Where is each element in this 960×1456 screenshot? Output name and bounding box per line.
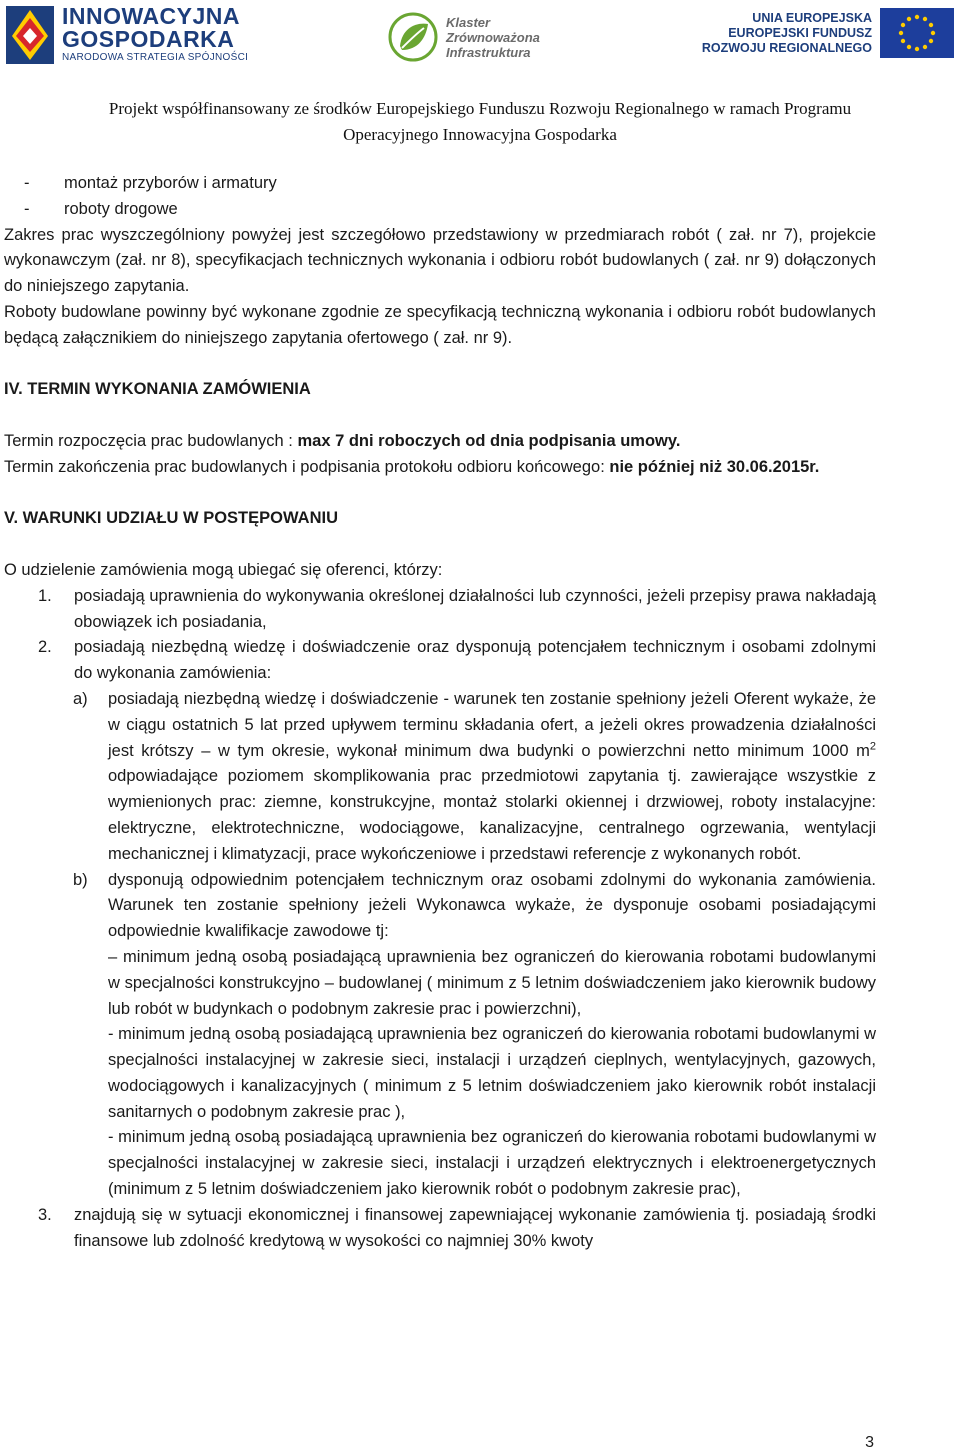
logo-right-line3: ROZWOJU REGIONALNEGO bbox=[701, 40, 872, 55]
personnel-requirement-3: - minimum jedną osobą posiadającą uprawnienia bez ograniczeń do kierowania robotami budowlanymi w specjalności instalacyjnej w zakresie sieci, instalacji i urządzeń elektrycznych i elektroenergetycznych (minimum z 5 letnim doświadczeniem jako kierownik robót o podobnym zakresie prac), bbox=[108, 1128, 876, 1199]
condition-marker: 1. bbox=[38, 586, 52, 605]
project-banner bbox=[0, 96, 960, 148]
logo-right-line2: EUROPEJSKI FUNDUSZ bbox=[728, 25, 872, 40]
list-item bbox=[4, 171, 876, 197]
start-term-value: max 7 dni roboczych od dnia podpisania umowy. bbox=[297, 431, 681, 450]
condition-text-part: odpowiadające poziomem skomplikowania prac przedmiotowi zapytania tj. zawierające wszystkie z wymienionych prac: ziemne, konstrukcyjne, montaż stolarki okiennej i drzwiowej, roboty instalacyjne: elektryczne, elektrotechniczne, wodociągowe, kanalizacyjne, centralnego ogrzewania, wentylacji mechanicznej i klimatyzacji, prace wykończeniowe i przedstawi referencje z wykonanych robót. bbox=[108, 767, 876, 863]
start-term-label: Termin rozpoczęcia prac budowlanych : bbox=[4, 431, 298, 450]
end-term bbox=[4, 455, 876, 481]
logo-left-line2: GOSPODARKA bbox=[62, 26, 235, 52]
project-line-2: Operacyjnego Innowacyjna Gospodarka bbox=[343, 125, 617, 144]
page-number: 3 bbox=[865, 1434, 874, 1451]
document-body bbox=[4, 171, 876, 1254]
logo-center-line2: Zrównoważona bbox=[446, 29, 540, 45]
list-item-text: montaż przyborów i armatury bbox=[64, 174, 277, 192]
logo-right-line1: UNIA EUROPEJSKA bbox=[752, 10, 872, 25]
condition-item-3 bbox=[4, 1203, 876, 1255]
project-line-1: Projekt współfinansowany ze środków Europejskiego Funduszu Rozwoju Regionalnego w ramach Programu bbox=[108, 99, 852, 118]
section-iv-heading: IV. TERMIN WYKONANIA ZAMÓWIENIA bbox=[4, 380, 311, 399]
condition-item-2b bbox=[4, 868, 876, 945]
start-term bbox=[4, 429, 876, 455]
eu-logo bbox=[702, 8, 954, 58]
condition-marker: b) bbox=[73, 870, 88, 889]
end-term-label: Termin zakończenia prac budowlanych i podpisania protokołu odbioru końcowego: bbox=[4, 457, 610, 476]
section-v-heading: V. WARUNKI UDZIAŁU W POSTĘPOWANIU bbox=[4, 509, 338, 528]
eu-flag-icon bbox=[880, 8, 954, 58]
star-flag-icon bbox=[4, 2, 56, 68]
list-item bbox=[4, 197, 876, 223]
end-term-value: nie później niż 30.06.2015r. bbox=[609, 457, 820, 476]
list-marker: - bbox=[24, 174, 30, 192]
personnel-requirement-2: - minimum jedną osobą posiadającą uprawnienia bez ograniczeń do kierowania robotami budowlanymi w specjalności instalacyjnej w zakresie sieci, instalacji i urządzeń cieplnych, wentylacyjnych, gazowych, wodociągowych i kanalizacyjnych ( minimum z 5 letnim doświadczeniem jako kierownik robót instalacji sanitarnych o podobnym zakresie prac ), bbox=[108, 1025, 876, 1121]
condition-text: posiadają niezbędną wiedzę i doświadczenie oraz dysponują potencjałem technicznym i osobami zdolnymi do wykonania zamówienia: bbox=[74, 638, 876, 683]
logo-center-line3: Infrastruktura bbox=[446, 44, 531, 60]
list-marker: - bbox=[24, 199, 30, 218]
logo-center-line1: Klaster bbox=[446, 14, 491, 30]
condition-marker: 3. bbox=[38, 1205, 52, 1224]
condition-text: znajdują się w sytuacji ekonomicznej i finansowej zapewniającej wykonanie zamówienia tj. posiadają środki finansowe lub zdolność kredytową w wysokości co najmniej 30% kwoty bbox=[74, 1205, 876, 1250]
conditions-intro: O udzielenie zamówienia mogą ubiegać się oferenci, którzy: bbox=[4, 560, 443, 579]
personnel-requirement-1: – minimum jedną osobą posiadającą uprawnienia bez ograniczeń do kierowania robotami budowlanymi w specjalności konstrukcyjno – budowlanej ( minimum z 5 letnim doświadczeniem jako kierownik budowy lub robót w budynkach o podobnym zakresie prac i powierzchni), bbox=[108, 947, 876, 1018]
logo-left-line3: NARODOWA STRATEGIA SPÓJNOŚCI bbox=[62, 52, 249, 63]
scope-paragraph: Zakres prac wyszczególniony powyżej jest szczegółowo przedstawiony w przedmiarach robót ( zał. nr 7), projekcie wykonawczym (zał. nr 8), specyfikacjach technicznych wykonania i odbioru robót budowlanych ( zał. nr 9) dołączonych do niniejszego zapytania. bbox=[4, 225, 876, 296]
condition-text-part: posiadają niezbędną wiedzę i doświadczenie - warunek ten zostanie spełniony jeżeli Oferent wykaże, że w ciągu ostatnich 5 lat przed upływem terminu składania ofert, a jeżeli okres prowadzenia działalności jest krótszy – w tym okresie, wykonał minimum dwa budynki o powierzchni netto minimum 1000 m bbox=[108, 689, 876, 760]
klaster-logo bbox=[388, 12, 540, 62]
condition-text: posiadają uprawnienia do wykonywania określonej działalności lub czynności, jeżeli przepisy prawa nakładają obowiązek ich posiadania, bbox=[74, 586, 876, 631]
logo-left-line1: INNOWACYJNA bbox=[62, 3, 241, 29]
innowacyjna-gospodarka-logo bbox=[4, 2, 248, 68]
header-logos bbox=[0, 0, 960, 96]
superscript: 2 bbox=[869, 740, 876, 753]
list-item-text: roboty drogowe bbox=[64, 199, 178, 218]
condition-marker: 2. bbox=[38, 638, 52, 657]
specification-paragraph: Roboty budowlane powinny być wykonane zgodnie ze specyfikacją techniczną wykonania i odbioru robót budowlanych będącą załącznikiem do niniejszego zapytania ofertowego ( zał. nr 9). bbox=[4, 302, 876, 347]
condition-text bbox=[108, 687, 876, 868]
condition-item-2 bbox=[4, 635, 876, 687]
condition-marker: a) bbox=[73, 689, 88, 708]
leaf-icon bbox=[388, 12, 438, 62]
condition-item-2a bbox=[4, 687, 876, 868]
condition-text: dysponują odpowiednim potencjałem technicznym oraz osobami zdolnymi do wykonania zamówienia. Warunek ten zostanie spełniony jeżeli Wykonawca wykaże, że dysponuje osobami posiadającymi odpowiednie kwalifikacje zawodowe tj: bbox=[108, 870, 876, 941]
condition-item-1 bbox=[4, 584, 876, 636]
